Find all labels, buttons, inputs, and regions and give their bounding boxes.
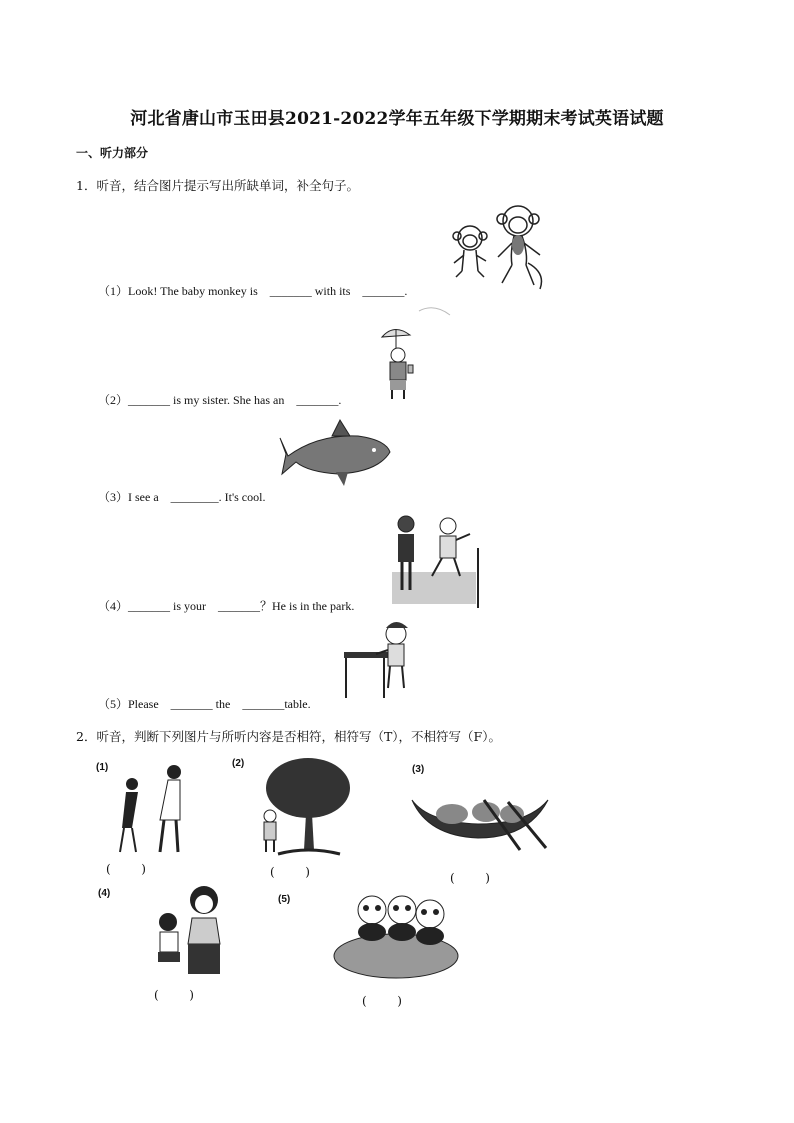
- question-1-item-4: （4）_______ is your _______？He is in the park.: [98, 599, 355, 613]
- question-2-prompt: 2．听音，判断下列图片与所听内容是否相符，相符写（T），不相符写（F）。: [76, 729, 501, 744]
- shark-illustration: [278, 414, 396, 494]
- q2-label-2: (2): [232, 758, 245, 769]
- two-men-in-park-illustration: [390, 512, 484, 610]
- question-1-item-3: （3）I see a ________. It's cool.: [98, 490, 266, 504]
- q2-label-3: (3): [412, 764, 425, 775]
- q2-label-5: (5): [278, 894, 291, 905]
- page-title: 河北省唐山市玉田县2021-2022学年五年级下学期期末考试英语试题: [130, 109, 664, 129]
- q2-answer-4: ( ): [154, 988, 194, 1002]
- dragon-boat-illustration: [408, 776, 552, 854]
- child-cleaning-table-illustration: [340, 618, 416, 700]
- question-1-item-1: （1）Look! The baby monkey is _______ with its _______.: [98, 284, 408, 298]
- girl-with-umbrella-illustration: [374, 305, 452, 403]
- question-1-item-2: （2）_______ is my sister. She has an _______.: [98, 393, 342, 407]
- section-listening-heading: 一、听力部分: [76, 146, 149, 160]
- boy-under-tree-illustration: [256, 754, 356, 860]
- q2-answer-1: ( ): [106, 862, 146, 876]
- q2-answer-5: ( ): [362, 994, 402, 1008]
- mother-and-daughter-illustration: [150, 882, 240, 980]
- question-1-prompt: 1．听音，结合图片提示写出所缺单词，补全句子。: [76, 178, 359, 193]
- q2-label-4: (4): [98, 888, 111, 899]
- q2-answer-3: ( ): [450, 871, 490, 885]
- q2-label-1: (1): [96, 762, 109, 773]
- pandas-illustration: [326, 884, 466, 984]
- question-1-item-5: （5）Please _______ the _______table.: [98, 697, 311, 711]
- two-women-walking-illustration: [98, 758, 194, 858]
- monkeys-illustration: [448, 203, 548, 293]
- q2-answer-2: ( ): [270, 865, 310, 879]
